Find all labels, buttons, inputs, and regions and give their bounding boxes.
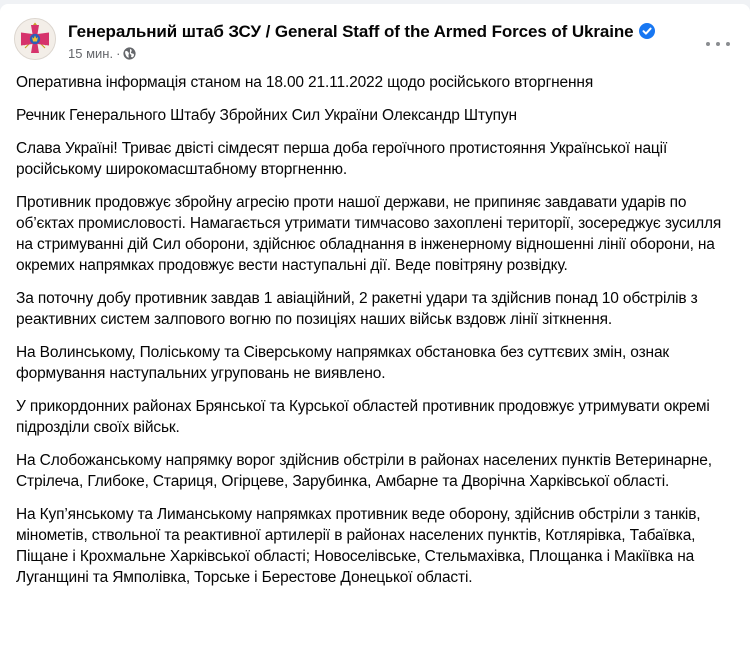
page-name-link[interactable] xyxy=(68,22,655,44)
post-paragraph: Противник продовжує збройну агресію проти нашої держави, не припиняє завдавати ударів по об’єктах промисловості. Намагається утримати тимчасово захоплені території, зосереджує зусилля на стримуванні дій Сил оборони, здійснює обладнання в інженерному відношенні лінії оборони, на окремих напрямках продовжує вести наступальні дії. Веде повітряну розвідку. xyxy=(16,194,722,274)
more-dot-icon xyxy=(706,42,710,46)
more-options-button[interactable] xyxy=(706,38,730,50)
post-paragraph: На Слобожанському напрямку ворог здійснив обстріли в районах населених пунктів Ветеринарне, Стрілеча, Глибоке, Стариця, Огірцеве, Зарубинка, Амбарне та Дворічна Харківської області. xyxy=(16,452,712,490)
verified-badge-icon xyxy=(639,23,655,44)
more-dot-icon xyxy=(716,42,720,46)
post-header xyxy=(12,16,750,64)
post-timestamp[interactable]: 15 мин. xyxy=(68,46,114,61)
more-dot-icon xyxy=(726,42,730,46)
page-avatar[interactable] xyxy=(14,18,56,60)
armed-forces-emblem-icon xyxy=(15,19,55,59)
post-paragraph: У прикордонних районах Брянської та Курської областей противник продовжує утримувати окремі підрозділи своїх військ. xyxy=(16,398,710,436)
post-paragraph: Слава Україні! Триває двісті сімдесят перша доба героїчного протистояння Української нації російському широкомасштабному вторгненню. xyxy=(16,140,668,178)
post-meta xyxy=(68,46,136,63)
post-paragraph: Речник Генерального Штабу Збройних Сил України Олександр Штупун xyxy=(16,107,517,124)
post-card xyxy=(0,4,750,664)
meta-separator: · xyxy=(116,46,121,61)
author-name[interactable]: Генеральний штаб ЗСУ / General Staff of the Armed Forces of Ukraine xyxy=(68,22,634,41)
post-paragraph: На Куп’янському та Лиманському напрямках противник веде оборону, здійснив обстріли з танків, мінометів, ствольної та реактивної артилерії в районах населених пунктів, Котлярівка, Табаївка, Піщане і Крохмальне Харківської області; Новоселівське, Стельмахівка, Площанка і Макіївка на Луганщині та Ямполівка, Торське і Берестове Донецької області. xyxy=(16,506,701,586)
post-paragraph: За поточну добу противник завдав 1 авіаційний, 2 ракетні удари та здійснив понад 10 обстрілів з реактивних систем залпового вогню по позиціях наших військ вздовж лінії зіткнення. xyxy=(16,290,698,328)
post-paragraph: На Волинському, Поліському та Сіверському напрямках обстановка без суттєвих змін, ознак формування наступальних угруповань не виявлено. xyxy=(16,344,670,382)
post-body xyxy=(16,72,740,600)
globe-icon[interactable] xyxy=(123,47,136,63)
post-paragraph: Оперативна інформація станом на 18.00 21.11.2022 щодо російського вторгнення xyxy=(16,74,594,91)
